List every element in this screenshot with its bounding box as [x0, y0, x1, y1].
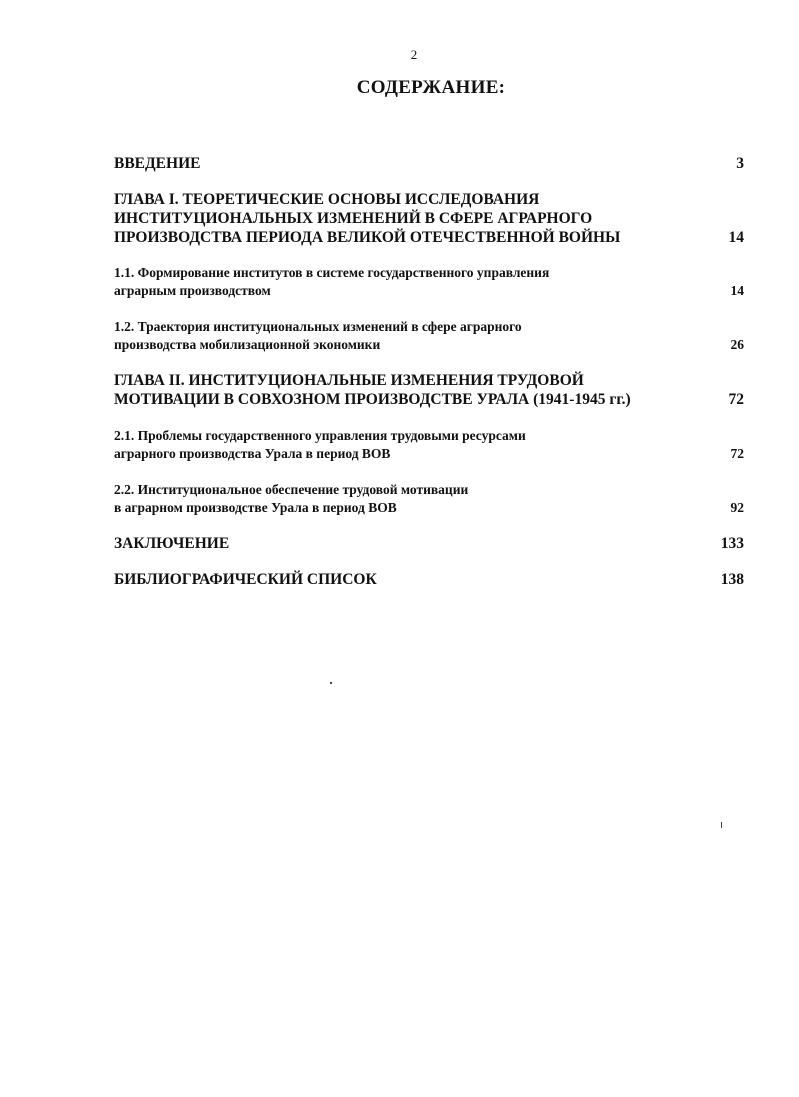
toc-entry-section-2-2 — [114, 481, 744, 517]
toc-entry-line: ПРОИЗВОДСТВА ПЕРИОДА ВЕЛИКОЙ ОТЕЧЕСТВЕННОЙ ВОЙНЫ — [114, 229, 621, 246]
toc-entry-line: ЗАКЛЮЧЕНИЕ — [114, 535, 230, 552]
scan-speck — [721, 822, 722, 828]
toc-entry-chapter-2 — [114, 371, 744, 409]
toc-entry-section-2-1 — [114, 427, 744, 463]
toc-entry-line: 2.1. Проблемы государственного управления трудовыми ресурсами — [114, 428, 526, 443]
toc-entry-line: 2.2. Институциональное обеспечение трудовой мотивации — [114, 482, 469, 497]
toc-entry-line: МОТИВАЦИИ В СОВХОЗНОМ ПРОИЗВОДСТВЕ УРАЛА (1941-1945 гг.) — [114, 391, 631, 408]
toc-entry-page: 14 — [730, 283, 744, 298]
toc-entry-page: 72 — [728, 391, 744, 408]
scan-speck — [330, 682, 332, 684]
toc-entry-line: БИБЛИОГРАФИЧЕСКИЙ СПИСОК — [114, 571, 377, 588]
toc-entry-label — [114, 570, 674, 589]
toc-entry-page: 138 — [720, 571, 744, 588]
toc-entry-page: 72 — [730, 446, 744, 461]
toc-entry-line: аграрного производства Урала в период ВОВ — [114, 446, 391, 461]
toc-entry-section-1-1 — [114, 264, 744, 300]
toc-entry-label — [114, 481, 674, 517]
toc-entry-label — [114, 534, 674, 553]
toc-entry-label — [114, 190, 674, 247]
toc-entry-line: ГЛАВА II. ИНСТИТУЦИОНАЛЬНЫЕ ИЗМЕНЕНИЯ ТРУДОВОЙ — [114, 372, 584, 389]
toc-entry-page: 3 — [736, 155, 744, 172]
toc-entry-line: в аграрном производстве Урала в период ВОВ — [114, 500, 397, 515]
toc-entry-line: ГЛАВА I. ТЕОРЕТИЧЕСКИЕ ОСНОВЫ ИССЛЕДОВАНИЯ — [114, 191, 540, 208]
toc-entry-page: 92 — [730, 500, 744, 515]
toc-entry-label — [114, 318, 674, 354]
toc-entry-label — [114, 154, 674, 173]
toc-entry-line: 1.2. Траектория институциональных изменений в сфере аграрного — [114, 319, 522, 334]
toc-entry-label — [114, 264, 674, 300]
toc-entry-page: 14 — [728, 229, 744, 246]
toc-entry-page: 26 — [730, 337, 744, 352]
toc-entry-line: 1.1. Формирование институтов в системе государственного управления — [114, 265, 550, 280]
page-number: 2 — [410, 47, 418, 62]
toc-entry-line: ИНСТИТУЦИОНАЛЬНЫХ ИЗМЕНЕНИЙ В СФЕРЕ АГРАРНОГО — [114, 210, 593, 227]
toc-entry-label — [114, 371, 674, 409]
toc-entry-section-1-2 — [114, 318, 744, 354]
toc-entry-chapter-1 — [114, 190, 744, 247]
toc-entry-page: 133 — [720, 535, 744, 552]
toc-entry-introduction — [114, 154, 744, 173]
toc-entry-line: аграрным производством — [114, 283, 271, 298]
page-title: СОДЕРЖАНИЕ: — [356, 77, 506, 98]
toc-entry-line: производства мобилизационной экономики — [114, 337, 381, 352]
toc-entry-conclusion — [114, 534, 744, 553]
toc-entry-label — [114, 427, 674, 463]
toc-entry-line: ВВЕДЕНИЕ — [114, 155, 201, 172]
toc-entry-bibliography — [114, 570, 744, 589]
